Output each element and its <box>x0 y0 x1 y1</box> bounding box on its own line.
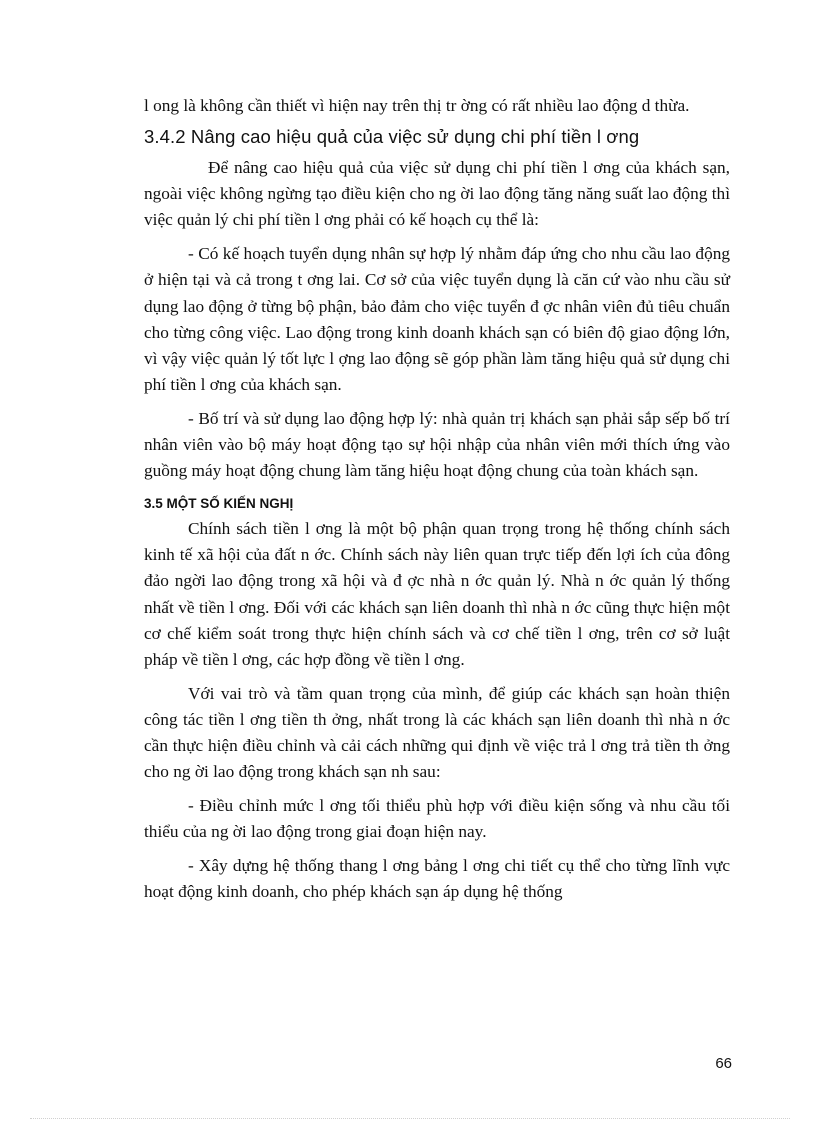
section-heading-3-4-2: 3.4.2 Nâng cao hiệu quả của việc sử dụng chi phí tiền l ơng <box>144 126 640 148</box>
paragraph-wage-scale: - Xây dựng hệ thống thang l ơng bảng l ơng chi tiết cụ thể cho từng lĩnh vực hoạt động kinh doanh, cho phép khách sạn áp dụng hệ thống <box>144 856 730 902</box>
page-number: 66 <box>715 1055 732 1072</box>
paragraph-role: Với vai trò và tầm quan trọng của mình, để giúp các khách sạn hoàn thiện công tác tiền l ơng tiền th ởng, nhất trong là các khách sạn liên doanh thì nhà n ớc cần thực hiện điều chỉnh và cải cách những qui định về việc trả l ơng trả tiền th ởng cho ng ời lao động trong khách sạn nh sau: <box>144 683 730 782</box>
paragraph-minimum-wage: - Điều chỉnh mức l ơng tối thiểu phù hợp với điều kiện sống và nhu cầu tối thiểu của ng ời lao động trong giai đoạn hiện nay. <box>144 796 730 842</box>
paragraph-continuation: l ong là không cần thiết vì hiện nay trên thị tr ờng có rất nhiều lao động d thừa. <box>144 96 690 115</box>
paragraph-intro: Để nâng cao hiệu quả của việc sử dụng chi phí tiền l ơng của khách sạn, ngoài việc không ngừng tạo điều kiện cho ng ời lao động tăng năng suất lao động thì việc quản lý chi phí tiền l ơng phải có kế hoạch cụ thể là: <box>144 158 730 230</box>
footer-divider <box>30 1118 790 1119</box>
section-heading-3-5: 3.5 MỘT SỐ KIẾN NGHỊ <box>144 496 294 512</box>
paragraph-wage-policy: Chính sách tiền l ơng là một bộ phận quan trọng trong hệ thống chính sách kinh tế xã hội của đất n ớc. Chính sách này liên quan trực tiếp đến lợi ích của đông đảo ngời lao động trong xã hội và đ ợc nhà n ớc quản lý. Nhà n ớc quản lý thống nhất về tiền l ơng. Đối với các khách sạn liên doanh thì nhà n ớc cũng thực hiện một cơ chế kiểm soát trong thực hiện chính sách và cơ chế tiền l ơng, trên cơ sở luật pháp về tiền l ơng, các hợp đồng về tiền l ơng. <box>144 519 730 669</box>
paragraph-recruitment: - Có kế hoạch tuyển dụng nhân sự hợp lý nhằm đáp ứng cho nhu cầu lao động ở hiện tại và cả trong t ơng lai. Cơ sở của việc tuyển dụng là căn cứ vào nhu cầu sử dụng lao động ở từng bộ phận, bảo đảm cho việc tuyển đ ợc nhân viên đủ tiêu chuẩn cho từng công việc. Lao động trong kinh doanh khách sạn có biên độ giao động lớn, vì vậy việc quản lý tốt lực l ợng lao động sẽ góp phần làm tăng hiệu quả sử dụng chi phí tiền l ơng của khách sạn. <box>144 244 730 394</box>
page-content <box>144 93 730 906</box>
paragraph-staff-allocation: - Bố trí và sử dụng lao động hợp lý: nhà quản trị khách sạn phải sắp sếp bố trí nhân viên vào bộ máy hoạt động tạo sự hội nhập của nhân viên mới thích ứng vào guồng máy hoạt động chung làm tăng hiệu hoạt động chung của toàn khách sạn. <box>144 408 730 481</box>
